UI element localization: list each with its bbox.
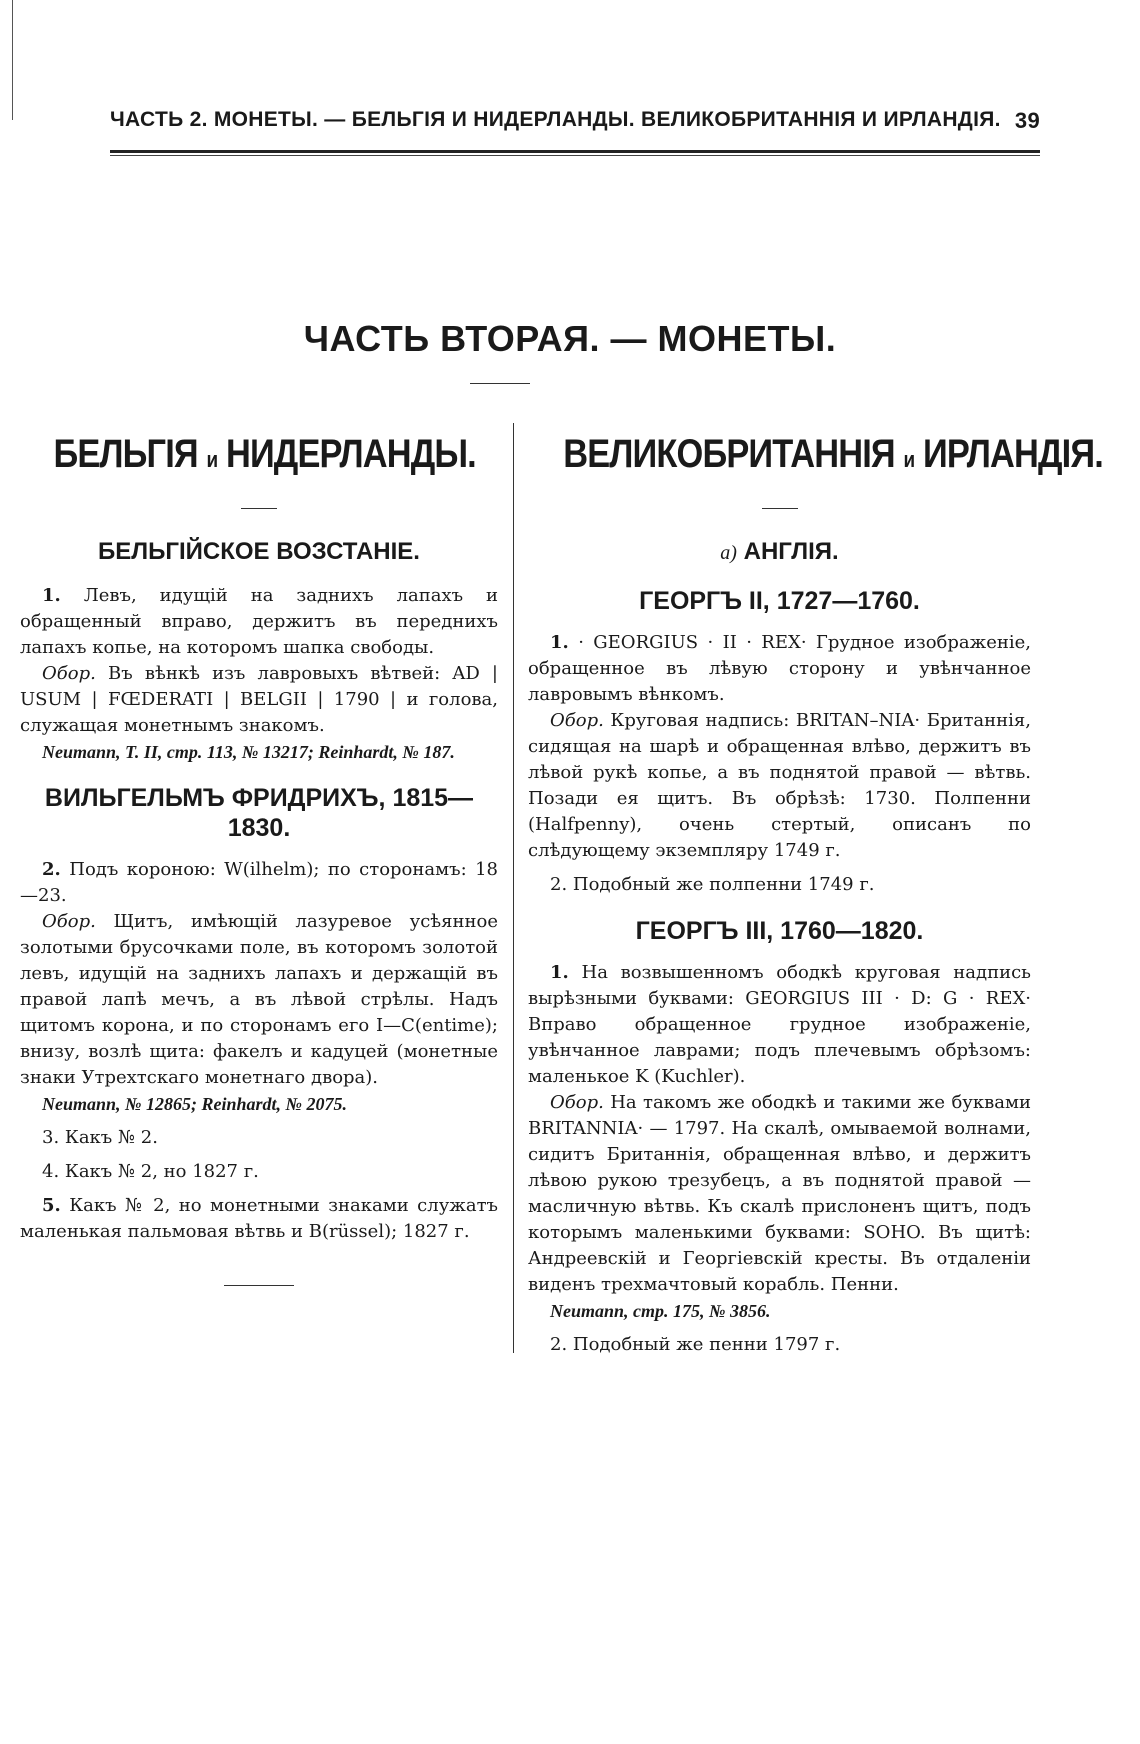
margin-line: [12, 0, 13, 120]
catalog-entry: [20, 583, 498, 661]
catalog-entry: 3. Какъ № 2.: [42, 1127, 158, 1148]
country-conjunction: и: [206, 447, 218, 472]
page-number: 39: [1014, 108, 1040, 133]
entry-text: Левъ, идущій на заднихъ лапахъ и обращенный вправо, держитъ въ переднихъ лапахъ копье, на которомъ шапка свободы.: [20, 585, 498, 658]
entry-text: Какъ № 2, но монетными знаками служатъ маленькая пальмовая вѣтвь и B(rüssel); 1827 г.: [20, 1195, 498, 1242]
ruler-heading: ГЕОРГЪ II, 1727—1760.: [639, 587, 920, 615]
reverse-description: [20, 909, 498, 1091]
header-rule-thin: [110, 155, 1040, 156]
entry-number: 1.: [42, 585, 61, 606]
reverse-label: Обор.: [42, 911, 96, 932]
citation: Neumann, стр. 175, № 3856.: [550, 1301, 771, 1321]
reverse-text: На такомъ же ободкѣ и такими же буквами BRITANNIA· — 1797. На скалѣ, омываемой волнами, сидитъ Британнія, обращенная влѣво, и держитъ лѣвою рукою трезубецъ, а въ поднятой правой — масличную вѣтвь. Къ скалѣ прислоненъ щитъ, подъ которымъ маленькими буквами: SOHO. Въ щитѣ: Андреевскій и Георгіевскій кресты. Въ отдаленіи виденъ трехмачтовый корабль. Пенни.: [528, 1092, 1031, 1295]
reverse-text: Щитъ, имѣющій лазуревое усѣянное золотыми брусочками поле, въ которомъ золотой левъ, идущій на заднихъ лапахъ и держащій въ правой лапѣ мечъ, а въ лѣвой стрѣлы. Надъ щитомъ корона, и по сторонамъ его I—C(entime); внизу, возлѣ щита: факелъ и кадуцей (монетные знаки Утрехтскаго монетнаго двора).: [20, 911, 498, 1088]
citation: Neumann, Т. II, стр. 113, № 13217; Reinhardt, № 187.: [42, 742, 455, 762]
ruler-heading: ГЕОРГЪ III, 1760—1820.: [635, 917, 924, 945]
catalog-entry: 2. Подобный же пенни 1797 г.: [550, 1334, 841, 1355]
catalog-entry: 2. Подобный же полпенни 1749 г.: [550, 874, 875, 895]
title-divider: [470, 383, 530, 384]
entry-text: · GEORGIUS · II · REX· Грудное изображеніе, обращенное въ лѣвую сторону и увѣнчанное лавровымъ вѣнкомъ.: [528, 632, 1031, 705]
entry-text: На возвышенномъ ободкѣ круговая надпись вырѣзными буквами: GEORGIUS III · D: G · REX· Вправо обращенное грудное изображеніе, увѣнчанное лаврами; подъ плечевымъ обрѣзомъ: маленькое K (Kuchler).: [528, 962, 1031, 1087]
header-rule: [110, 150, 1040, 153]
section-heading: БЕЛЬГІЙСКОЕ ВОЗСТАНІЕ.: [98, 538, 420, 565]
reverse-description: [20, 661, 498, 739]
reverse-description: [528, 1090, 1031, 1298]
country-heading: [53, 430, 476, 484]
country-name: БЕЛЬГІЯ: [53, 432, 198, 476]
catalog-entry: [528, 630, 1031, 708]
reverse-label: Обор.: [42, 663, 96, 684]
entry-number: 1.: [550, 962, 569, 983]
reverse-description: [528, 708, 1031, 864]
entry-number: 1.: [550, 632, 569, 653]
right-column: [528, 430, 1103, 1358]
country-name: НИДЕРЛАНДЫ.: [225, 432, 476, 476]
entry-number: 2.: [42, 859, 61, 880]
entry-text: Подъ короною: W(ilhelm); по сторонамъ: 18—23.: [20, 859, 498, 906]
ruler-heading: ВИЛЬГЕЛЬМЪ ФРИДРИХЪ, 1815—1830.: [44, 784, 474, 842]
reverse-label: Обор.: [550, 710, 604, 731]
catalog-entry: [528, 960, 1031, 1090]
country-conjunction: и: [903, 447, 915, 472]
country-heading: [563, 430, 1103, 484]
country-name: ВЕЛИКОБРИТАННІЯ: [563, 432, 895, 476]
divider: [762, 508, 798, 509]
running-header: [110, 108, 1040, 132]
reverse-label: Обор.: [550, 1092, 604, 1113]
column-divider: [513, 423, 514, 1353]
catalog-entry: 4. Какъ № 2, но 1827 г.: [42, 1161, 259, 1182]
subsection-title: АНГЛІЯ.: [743, 538, 839, 565]
part-title: ЧАСТЬ ВТОРАЯ. — МОНЕТЫ.: [303, 318, 837, 359]
divider: [241, 508, 277, 509]
entry-number: 5.: [42, 1195, 61, 1216]
reverse-text: Круговая надпись: BRITAN–NIA· Британнія, сидящая на шарѣ и обращенная влѣво, держитъ въ лѣвой рукѣ копье, а въ поднятой правой — вѣтвь. Позади ея щитъ. Въ обрѣзѣ: 1730. Полпенни (Halfpenny), очень стертый, описанъ по слѣдующему экземпляру 1749 г.: [528, 710, 1031, 861]
subsection-heading: [528, 537, 1031, 568]
catalog-entry: [20, 1193, 498, 1245]
left-column: [20, 430, 498, 1286]
reverse-text: Въ вѣнкѣ изъ лавровыхъ вѣтвей: AD | USUM | FŒDERATI | BELGII | 1790 | и голова, служащая монетнымъ знакомъ.: [20, 663, 498, 736]
catalog-entry: [20, 857, 498, 909]
end-divider: [224, 1285, 294, 1286]
citation: Neumann, № 12865; Reinhardt, № 2075.: [42, 1094, 347, 1114]
running-title: ЧАСТЬ 2. МОНЕТЫ. — БЕЛЬГІЯ И НИДЕРЛАНДЫ. ВЕЛИКОБРИТАННІЯ И ИРЛАНДІЯ.: [110, 108, 1001, 131]
subsection-letter: a): [720, 542, 737, 564]
country-name: ИРЛАНДІЯ.: [922, 432, 1103, 476]
